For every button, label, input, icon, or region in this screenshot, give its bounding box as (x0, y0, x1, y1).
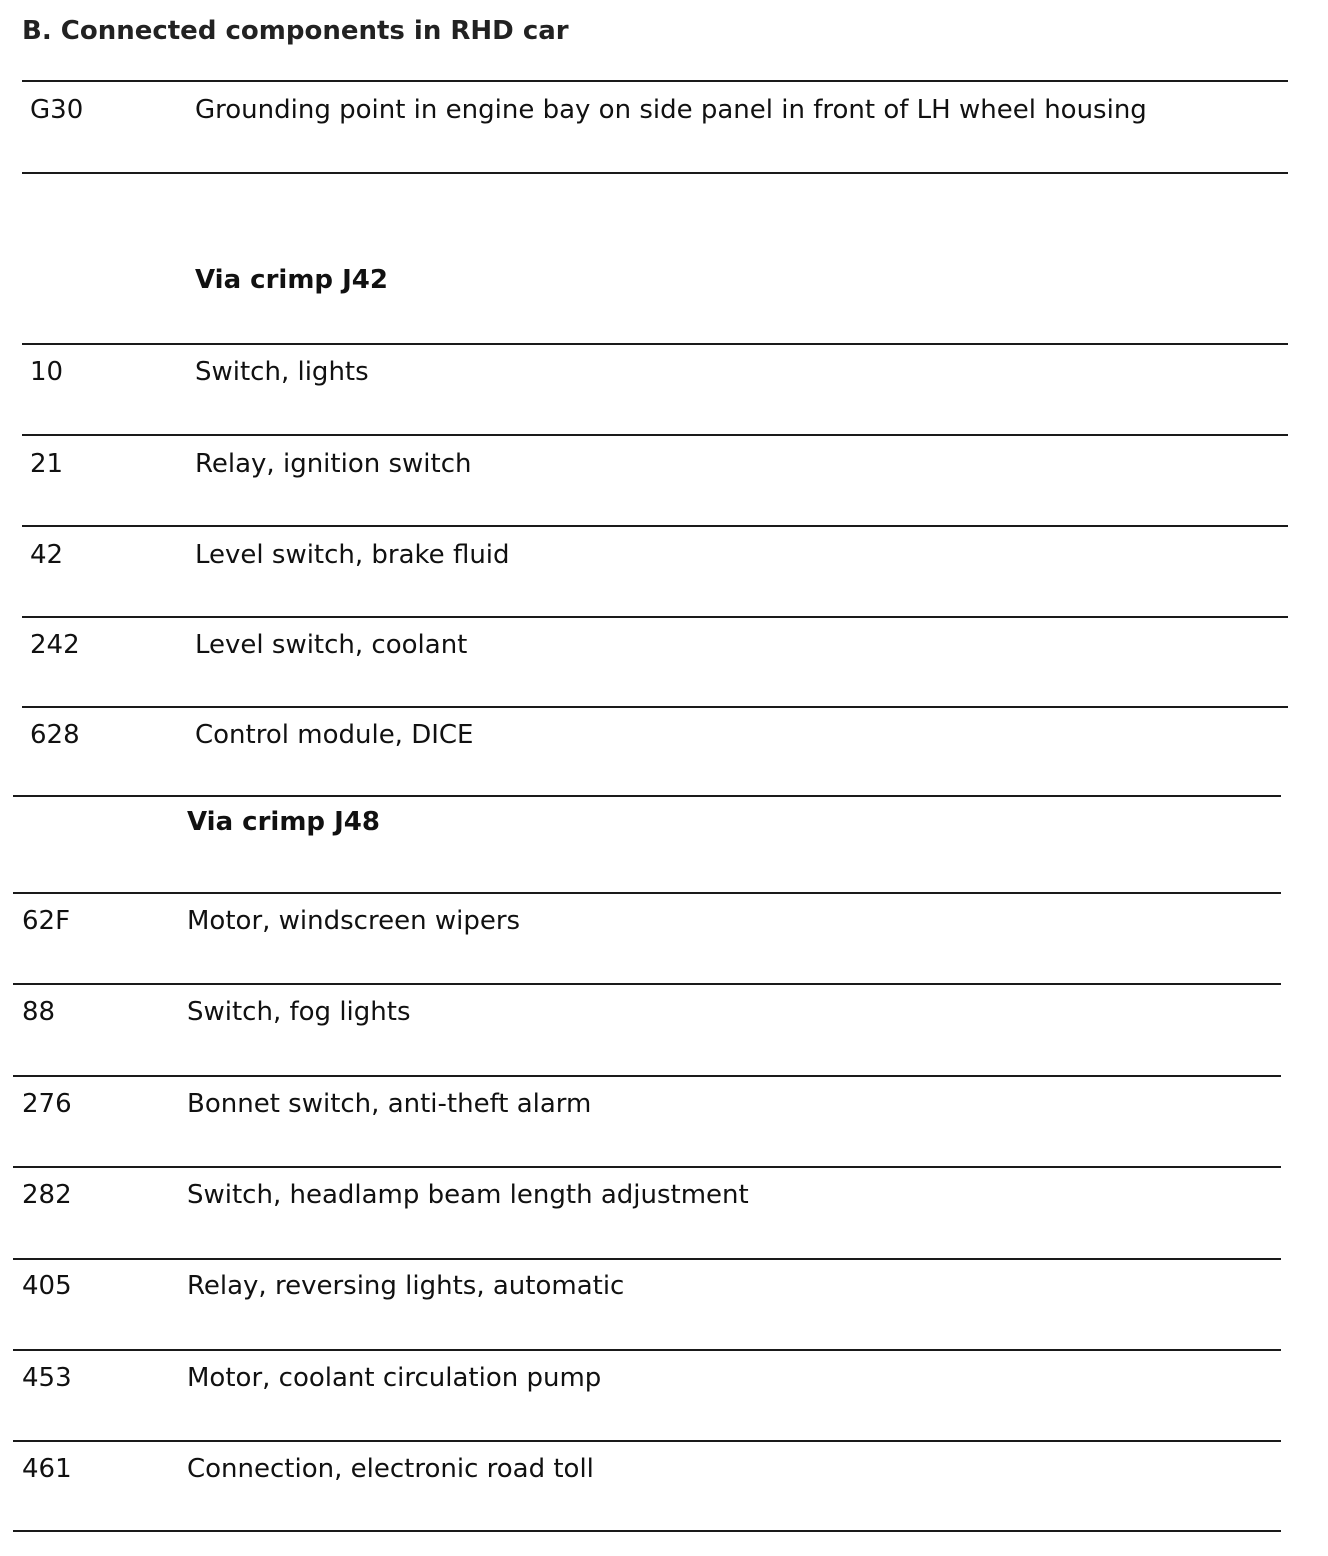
component-description: Connection, electronic road toll (187, 1454, 594, 1484)
component-code: 453 (22, 1363, 72, 1393)
group-title: Via crimp J48 (187, 807, 380, 837)
component-description: Switch, lights (195, 357, 369, 387)
component-description: Switch, headlamp beam length adjustment (187, 1180, 749, 1210)
table-rule (13, 892, 1281, 894)
table-rule (13, 1075, 1281, 1077)
component-description: Motor, coolant circulation pump (187, 1363, 602, 1393)
table-rule (22, 434, 1288, 436)
component-code: 282 (22, 1180, 72, 1210)
component-code: 10 (30, 357, 64, 387)
section-heading: B. Connected components in RHD car (22, 16, 569, 46)
table-rule (13, 983, 1281, 985)
component-description: Switch, fog lights (187, 997, 411, 1027)
component-code: 405 (22, 1271, 72, 1301)
component-code: 21 (30, 449, 64, 479)
component-description: Level switch, coolant (195, 630, 468, 660)
group-title: Via crimp J42 (195, 265, 388, 295)
component-code: 242 (30, 630, 80, 660)
table-rule (13, 1349, 1281, 1351)
component-description: Control module, DICE (195, 720, 474, 750)
component-description: Relay, ignition switch (195, 449, 472, 479)
component-description: Bonnet switch, anti-theft alarm (187, 1089, 592, 1119)
component-code: 628 (30, 720, 80, 750)
table-rule (22, 343, 1288, 345)
component-description: Grounding point in engine bay on side panel in front of LH wheel housing (195, 95, 1147, 125)
table-rule (13, 1258, 1281, 1260)
table-rule (22, 172, 1288, 174)
component-code: 276 (22, 1089, 72, 1119)
component-code: 461 (22, 1454, 72, 1484)
table-rule (22, 616, 1288, 618)
component-code: G30 (30, 95, 84, 125)
component-description: Motor, windscreen wipers (187, 906, 521, 936)
table-rule (22, 80, 1288, 82)
component-description: Level switch, brake fluid (195, 540, 510, 570)
component-code: 42 (30, 540, 64, 570)
table-rule (13, 795, 1281, 797)
table-rule (22, 525, 1288, 527)
component-code: 62F (22, 906, 71, 936)
table-rule (13, 1166, 1281, 1168)
component-code: 88 (22, 997, 56, 1027)
table-rule (22, 706, 1288, 708)
component-description: Relay, reversing lights, automatic (187, 1271, 625, 1301)
table-rule (13, 1530, 1281, 1532)
table-rule (13, 1440, 1281, 1442)
